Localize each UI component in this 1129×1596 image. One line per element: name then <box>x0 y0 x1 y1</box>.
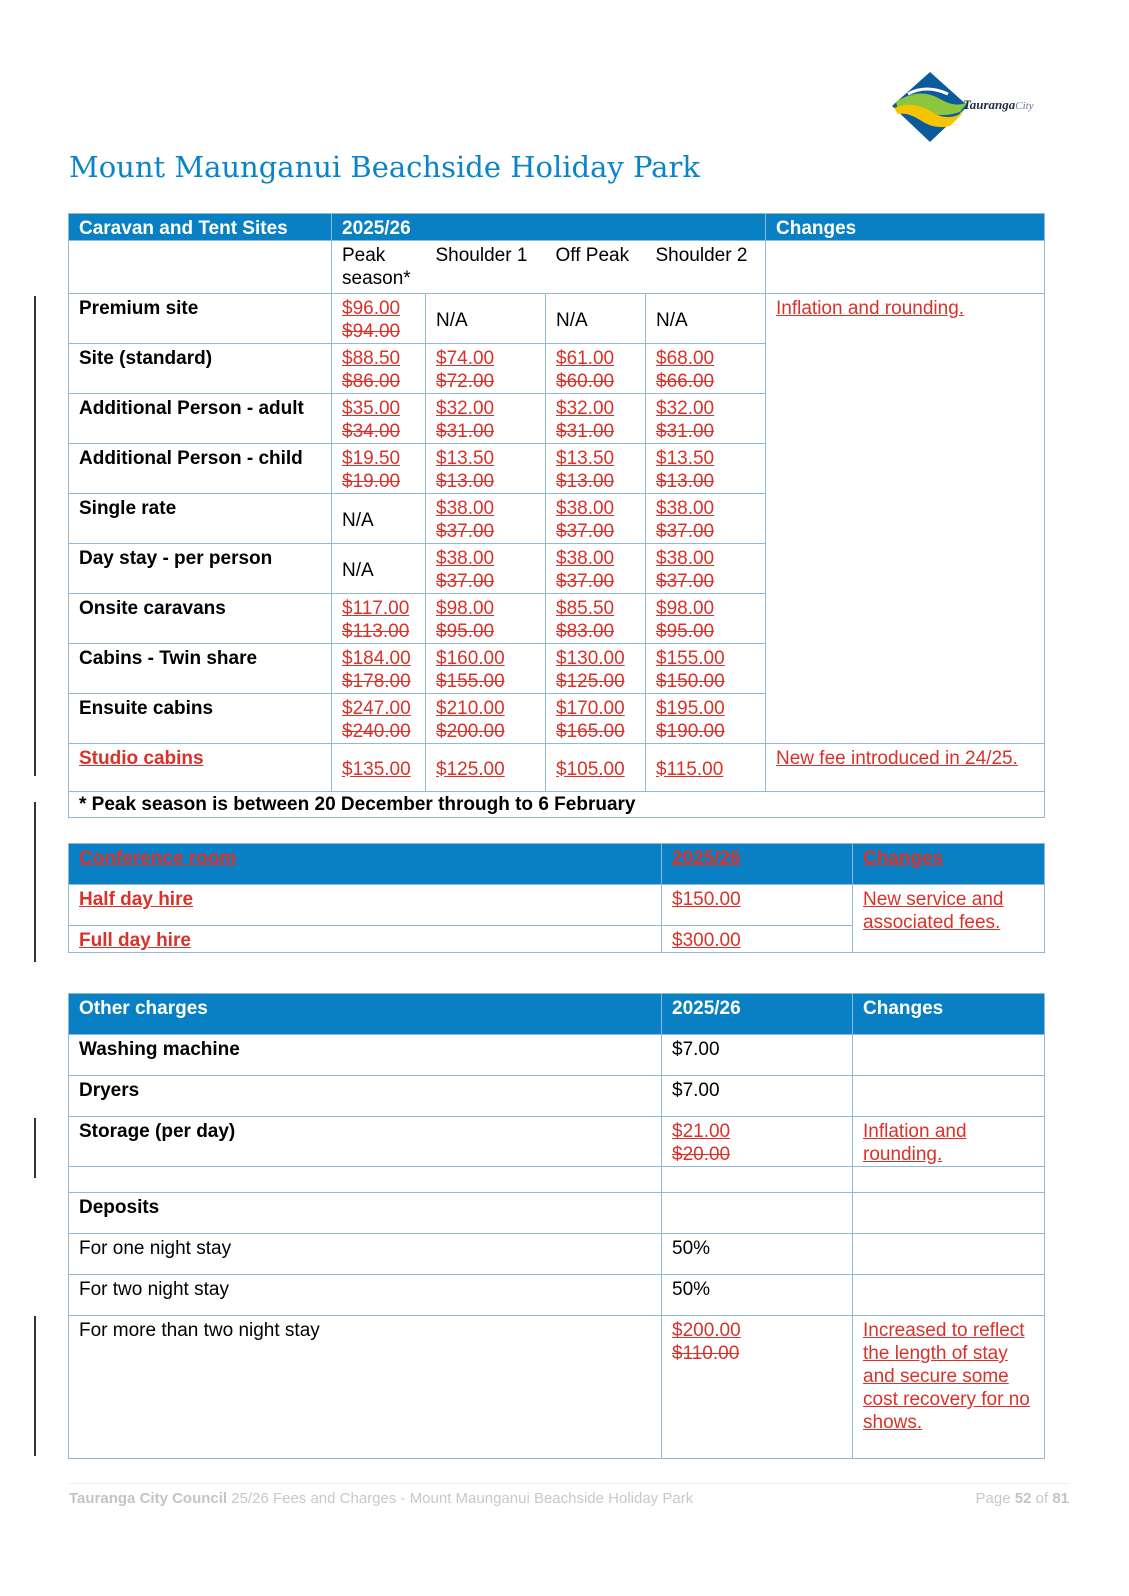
site-price: $61.00 $60.00 <box>546 344 646 394</box>
site-name: Premium site <box>69 294 332 344</box>
charge-name: Washing machine <box>69 1035 662 1076</box>
deposits-heading: Deposits <box>69 1193 662 1234</box>
site-price: $19.50 $19.00 <box>332 444 426 494</box>
site-price: N/A <box>332 544 426 594</box>
site-row <box>69 294 1045 344</box>
other-charges-table <box>68 993 1045 1459</box>
site-price: N/A <box>332 494 426 544</box>
sites-header-item: Caravan and Tent Sites <box>69 214 332 241</box>
charge-price: 50% <box>662 1275 853 1316</box>
conference-row: Full day hire <box>69 926 662 953</box>
subheader-shoulder2: Shoulder 2 <box>646 241 766 294</box>
site-price: $32.00 $31.00 <box>646 394 766 444</box>
subheader-shoulder1: Shoulder 1 <box>426 241 546 294</box>
charge-price: $200.00 $110.00 <box>662 1316 853 1459</box>
site-price: $13.50 $13.00 <box>646 444 766 494</box>
site-price: $96.00 $94.00 <box>332 294 426 344</box>
site-price: N/A <box>426 294 546 344</box>
site-price: $184.00 $178.00 <box>332 644 426 694</box>
site-price: $170.00 $165.00 <box>546 694 646 744</box>
site-price: $38.00 $37.00 <box>426 494 546 544</box>
site-name: Additional Person - child <box>69 444 332 494</box>
subheader-peak: Peak season* <box>332 241 426 294</box>
change-note: Inflation and rounding. <box>853 1117 1045 1167</box>
site-price: $38.00 $37.00 <box>646 544 766 594</box>
site-price: $160.00 $155.00 <box>426 644 546 694</box>
sites-header-changes: Changes <box>766 214 1045 241</box>
site-price: $130.00 $125.00 <box>546 644 646 694</box>
site-price: $88.50 $86.00 <box>332 344 426 394</box>
site-price: $85.50 $83.00 <box>546 594 646 644</box>
charge-price: $21.00 $20.00 <box>662 1117 853 1167</box>
site-price: $247.00 $240.00 <box>332 694 426 744</box>
site-name: Onsite caravans <box>69 594 332 644</box>
conference-header-changes: Changes <box>863 848 944 869</box>
site-price: $13.50 $13.00 <box>546 444 646 494</box>
change-note: New fee introduced in 24/25. <box>766 744 1045 792</box>
change-bar <box>34 1316 36 1456</box>
site-price: $32.00 $31.00 <box>426 394 546 444</box>
change-bar <box>34 296 36 776</box>
change-note: New service and associated fees. <box>853 885 1045 953</box>
peak-footnote: * Peak season is between 20 December through to 6 February <box>69 792 1045 818</box>
site-price: $32.00 $31.00 <box>546 394 646 444</box>
site-price: $195.00 $190.00 <box>646 694 766 744</box>
site-name: Single rate <box>69 494 332 544</box>
page-footer: Tauranga City Council 25/26 Fees and Charges - Mount Maunganui Beachside Holiday Park Page 52 of 81 <box>69 1483 1069 1507</box>
site-price: $155.00 $150.00 <box>646 644 766 694</box>
site-price: $13.50 $13.00 <box>426 444 546 494</box>
site-price: $68.00 $66.00 <box>646 344 766 394</box>
change-bar <box>34 1118 36 1178</box>
charge-name: Storage (per day) <box>69 1117 662 1167</box>
site-price: $210.00 $200.00 <box>426 694 546 744</box>
site-name: Site (standard) <box>69 344 332 394</box>
site-name: Cabins - Twin share <box>69 644 332 694</box>
conference-row: Half day hire <box>69 885 662 926</box>
site-name: Ensuite cabins <box>69 694 332 744</box>
charge-price: $7.00 <box>662 1076 853 1117</box>
site-price: N/A <box>646 294 766 344</box>
conference-header-year: 2025/26 <box>672 848 741 869</box>
charge-name: Dryers <box>69 1076 662 1117</box>
site-price: N/A <box>546 294 646 344</box>
change-bar <box>34 802 36 962</box>
charge-price: $7.00 <box>662 1035 853 1076</box>
sites-table: Caravan and Tent Sites 2025/26 Changes Peak season* Shoulder 1 Off Peak Shoulder 2 Premium site $96.00 $94.00 N/A N/A N/A Inflation and rounding. Site (standard) $88.50 $86.00 $74.00 $72.00 $61.00 $60.00 $68.00 $66.00 Additional Person - adult $35.00 $34.00 $32.00 $31.00 $32.00 $31.00 $32.00 $31.00 Additional Person - child $19.50 $19.00 $13.50 $13.00 $13.50 $13.00 $13.50 $13.00 Single rate N/A $38.00 $37.00 $38.00 $37.00 $38.00 $37.00 Day stay - per person N/A $38.00 $37.00 $38.00 $37.00 $38.00 $37.00 Onsite caravans $117.00 $113.00 $98.00 $95.00 $85.50 $83.00 $98.00 $95.00 Cabins - Twin share $184.00 $178.00 $160.00 $155.00 $130.00 $125.00 $155.00 $150.00 Ensuite cabins $247.00 $240.00 $210.00 $200.00 $170.00 $165.00 $195.00 $190.00 Studio cabins $135.00 $125.00 $105.00 $115.00 New fee introduced in 24/25. * Peak season is between 20 December through to 6 February <box>68 213 1045 818</box>
charge-price: 50% <box>662 1234 853 1275</box>
site-name: Day stay - per person <box>69 544 332 594</box>
conference-header-item: Conference room <box>79 848 237 869</box>
other-header-item: Other charges <box>69 994 662 1035</box>
site-price: $38.00 $37.00 <box>546 494 646 544</box>
site-price: $38.00 $37.00 <box>546 544 646 594</box>
page-title: Mount Maunganui Beachside Holiday Park <box>69 150 700 184</box>
site-price: $35.00 $34.00 <box>332 394 426 444</box>
charge-name: For two night stay <box>69 1275 662 1316</box>
sites-header-year: 2025/26 <box>332 214 766 241</box>
change-note: Increased to reflect the length of stay and secure some cost recovery for no shows. <box>853 1316 1045 1459</box>
other-header-changes: Changes <box>853 994 1045 1035</box>
site-price: $74.00 $72.00 <box>426 344 546 394</box>
other-header-year: 2025/26 <box>662 994 853 1035</box>
site-name: Additional Person - adult <box>69 394 332 444</box>
charge-name: For more than two night stay <box>69 1316 662 1459</box>
conference-table: Conference room 2025/26 Changes Half day hire $150.00 New service and associated fees. Full day hire $300.00 <box>68 843 1045 953</box>
site-name: Studio cabins <box>69 744 332 792</box>
site-price: $98.00 $95.00 <box>426 594 546 644</box>
site-price: $117.00 $113.00 <box>332 594 426 644</box>
logo-wordmark: TaurangaCity <box>963 97 1034 112</box>
charge-name: For one night stay <box>69 1234 662 1275</box>
site-price: $38.00 $37.00 <box>426 544 546 594</box>
site-price: $38.00 $37.00 <box>646 494 766 544</box>
change-note: Inflation and rounding. <box>766 294 1045 744</box>
subheader-offpeak: Off Peak <box>546 241 646 294</box>
site-price: $98.00 $95.00 <box>646 594 766 644</box>
